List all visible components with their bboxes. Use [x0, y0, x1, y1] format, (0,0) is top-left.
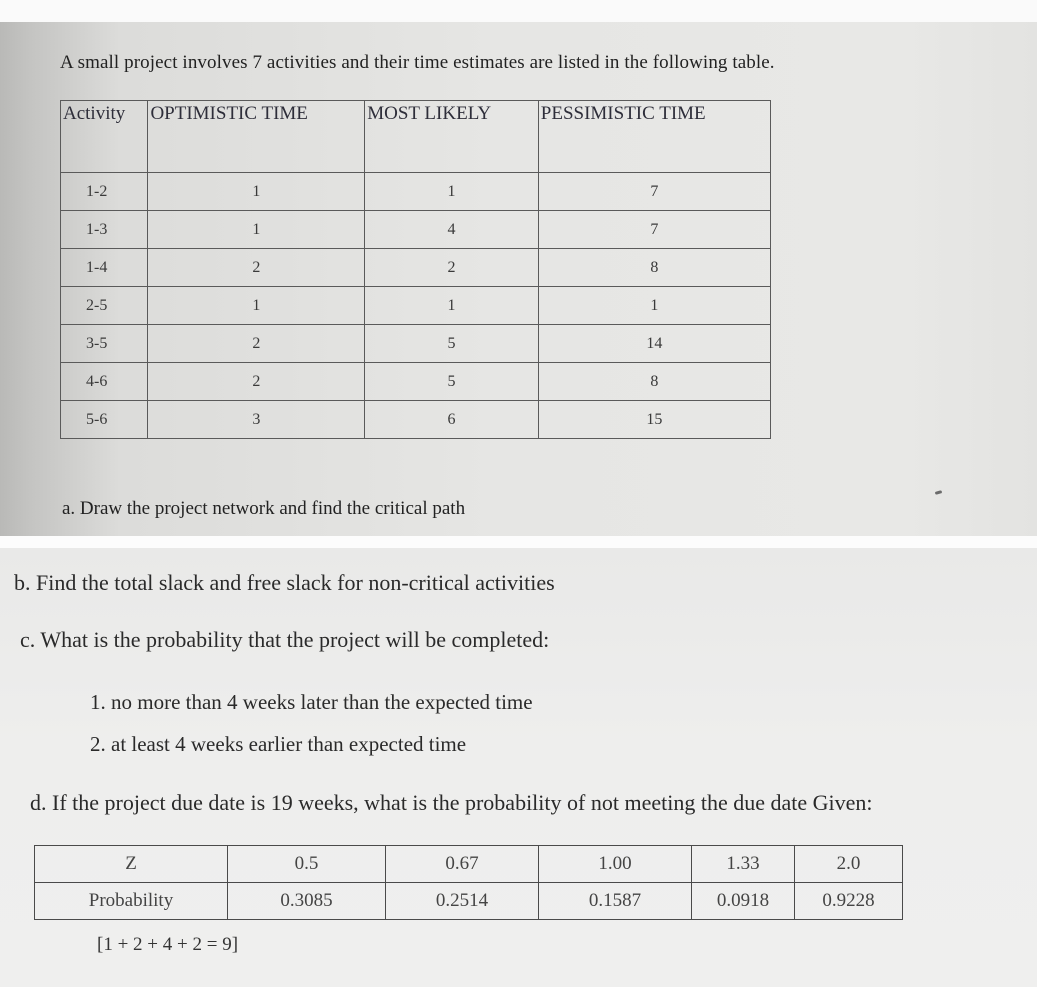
- header-most-likely: MOST LIKELY: [365, 101, 539, 173]
- top-margin: [0, 0, 1037, 22]
- optimistic-cell: 2: [148, 249, 365, 287]
- question-b: b. Find the total slack and free slack for non-critical activities: [14, 570, 555, 595]
- probability-value: 0.9228: [795, 883, 903, 920]
- probability-value: 0.3085: [228, 883, 386, 920]
- pessimistic-cell: 7: [538, 173, 770, 211]
- probability-value: 0.0918: [692, 883, 795, 920]
- optimistic-cell: 1: [148, 173, 365, 211]
- optimistic-cell: 3: [148, 401, 365, 439]
- table-row: [61, 211, 771, 249]
- pessimistic-cell: 8: [538, 363, 770, 401]
- question-c-part-2: 2. at least 4 weeks earlier than expected time: [90, 732, 467, 756]
- optimistic-cell: 2: [148, 325, 365, 363]
- z-value: 2.0: [795, 846, 903, 883]
- optimistic-cell: 1: [148, 211, 365, 249]
- question-c: c. What is the probability that the project will be completed:: [20, 627, 550, 652]
- z-probability-table: [34, 845, 903, 920]
- activity-cell: 1-4: [61, 249, 148, 287]
- table-header-row: [61, 101, 771, 173]
- z-value: 0.67: [386, 846, 539, 883]
- table-row: [61, 325, 771, 363]
- activity-cell: 2-5: [61, 287, 148, 325]
- activity-cell: 1-2: [61, 173, 148, 211]
- most-likely-cell: 6: [365, 401, 539, 439]
- header-activity: Activity: [61, 101, 148, 173]
- question-a: a. Draw the project network and find the critical path: [62, 498, 466, 519]
- probability-row: [35, 883, 903, 920]
- probability-value: 0.1587: [539, 883, 692, 920]
- most-likely-cell: 5: [365, 363, 539, 401]
- z-value: 1.00: [539, 846, 692, 883]
- table-row: [61, 173, 771, 211]
- pessimistic-cell: 8: [538, 249, 770, 287]
- most-likely-cell: 2: [365, 249, 539, 287]
- activity-table: [60, 100, 771, 439]
- question-d: d. If the project due date is 19 weeks, what is the probability of not meeting the due date Given:: [30, 790, 873, 815]
- most-likely-cell: 1: [365, 287, 539, 325]
- optimistic-cell: 2: [148, 363, 365, 401]
- most-likely-cell: 1: [365, 173, 539, 211]
- header-pessimistic: PESSIMISTIC TIME: [538, 101, 770, 173]
- pessimistic-cell: 14: [538, 325, 770, 363]
- question-c-part-1: 1. no more than 4 weeks later than the expected time: [90, 690, 533, 714]
- table-row: [61, 287, 771, 325]
- pessimistic-cell: 1: [538, 287, 770, 325]
- z-value: 0.5: [228, 846, 386, 883]
- most-likely-cell: 5: [365, 325, 539, 363]
- table-row: [61, 363, 771, 401]
- activity-cell: 5-6: [61, 401, 148, 439]
- z-label: Z: [35, 846, 228, 883]
- activity-cell: 3-5: [61, 325, 148, 363]
- z-value: 1.33: [692, 846, 795, 883]
- pessimistic-cell: 15: [538, 401, 770, 439]
- pessimistic-cell: 7: [538, 211, 770, 249]
- probability-value: 0.2514: [386, 883, 539, 920]
- activity-cell: 4-6: [61, 363, 148, 401]
- intro-text: A small project involves 7 activities and their time estimates are listed in the following table.: [60, 52, 775, 73]
- activity-cell: 1-3: [61, 211, 148, 249]
- most-likely-cell: 4: [365, 211, 539, 249]
- handwritten-note: [1 + 2 + 4 + 2 = 9]: [97, 934, 239, 955]
- optimistic-cell: 1: [148, 287, 365, 325]
- photo-lower: [0, 548, 1037, 987]
- table-row: [61, 249, 771, 287]
- table-row: [61, 401, 771, 439]
- probability-label: Probability: [35, 883, 228, 920]
- photo-separator: [0, 536, 1037, 548]
- header-optimistic: OPTIMISTIC TIME: [148, 101, 365, 173]
- z-row: [35, 846, 903, 883]
